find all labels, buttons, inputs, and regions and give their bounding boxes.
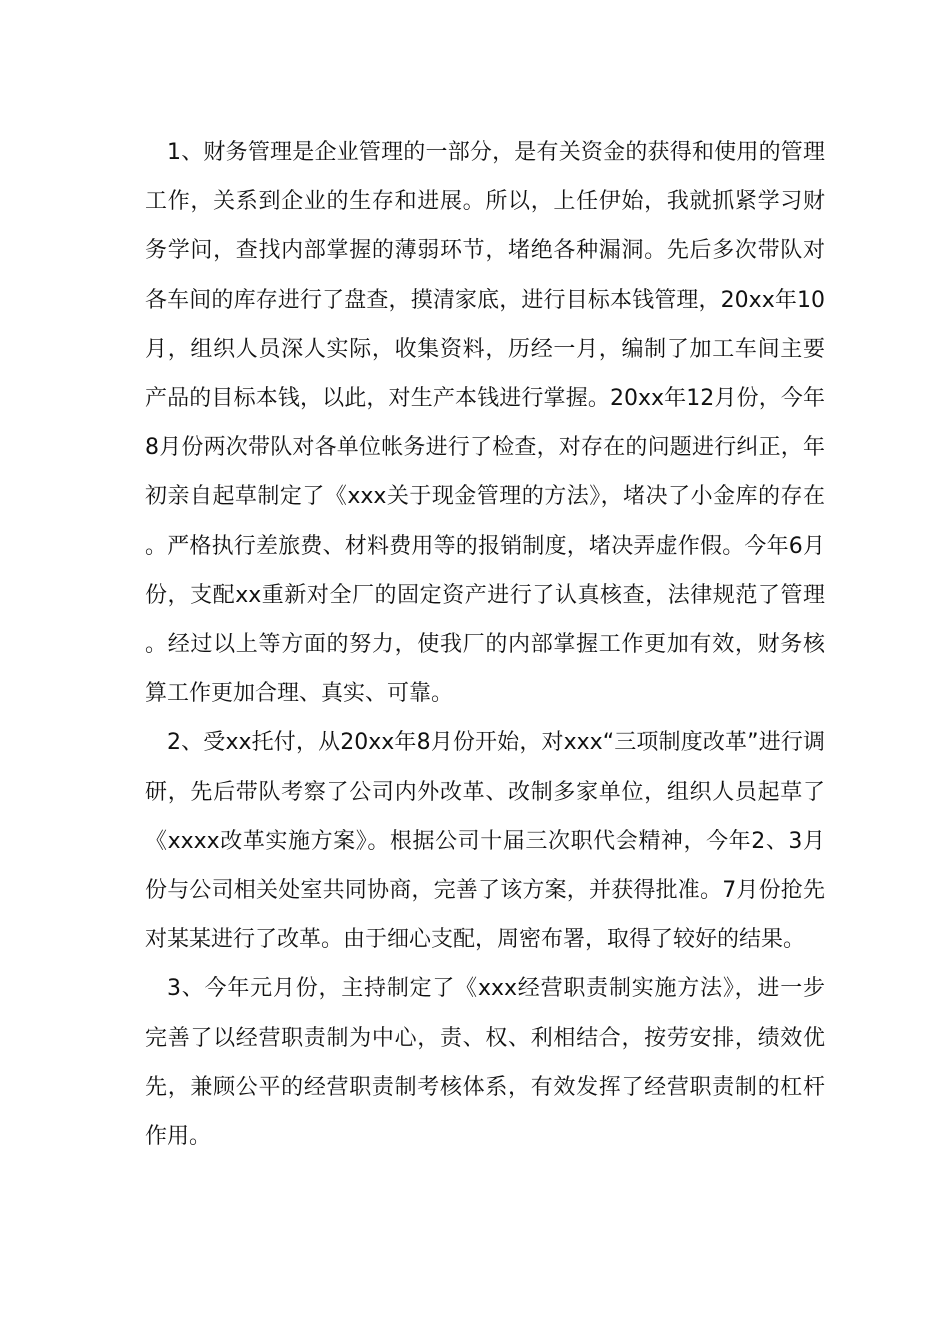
paragraph-1: 1、财务管理是企业管理的一部分，是有关资金的获得和使用的管理工作，关系到企业的生存和进展。所以，上任伊始，我就抓紧学习财务学问，查找内部掌握的薄弱环节，堵绝各种漏洞。先后多次带队对各车间的库存进行了盘查，摸清家底，进行目标本钱管理，20xx年10月，组织人员深人实际，收集资料，历经一月，编制了加工车间主要产品的目标本钱，以此，对生产本钱进行掌握。20xx年12月份，今年8月份两次带队对各单位帐务进行了检查，对存在的问题进行纠正，年初亲自起草制定了《xxx关于现金管理的方法》，堵决了小金库的存在。严格执行差旅费、材料费用等的报销制度，堵决弄虚作假。今年6月份，支配xx重新对全厂的固定资产进行了认真核查，法律规范了管理。经过以上等方面的努力，使我厂的内部掌握工作更加有效，财务核算工作更加合理、真实、可靠。 [145,140,825,707]
document-body [145,128,825,1161]
paragraph-2: 2、受xx托付，从20xx年8月份开始，对xxx“三项制度改革”进行调研，先后带队考察了公司内外改革、改制多家单位，组织人员起草了《xxxx改革实施方案》。根据公司十届三次职代会精神，今年2、3月份与公司相关处室共同协商，完善了该方案，并获得批准。7月份抢先对某某进行了改革。由于细心支配，周密布署，取得了较好的结果。 [145,730,825,953]
paragraph-3: 3、今年元月份，主持制定了《xxx经营职责制实施方法》，进一步完善了以经营职责制为中心，责、权、利相结合，按劳安排，绩效优先，兼顾公平的经营职责制考核体系，有效发挥了经营职责制的杠杆作用。 [145,976,825,1150]
